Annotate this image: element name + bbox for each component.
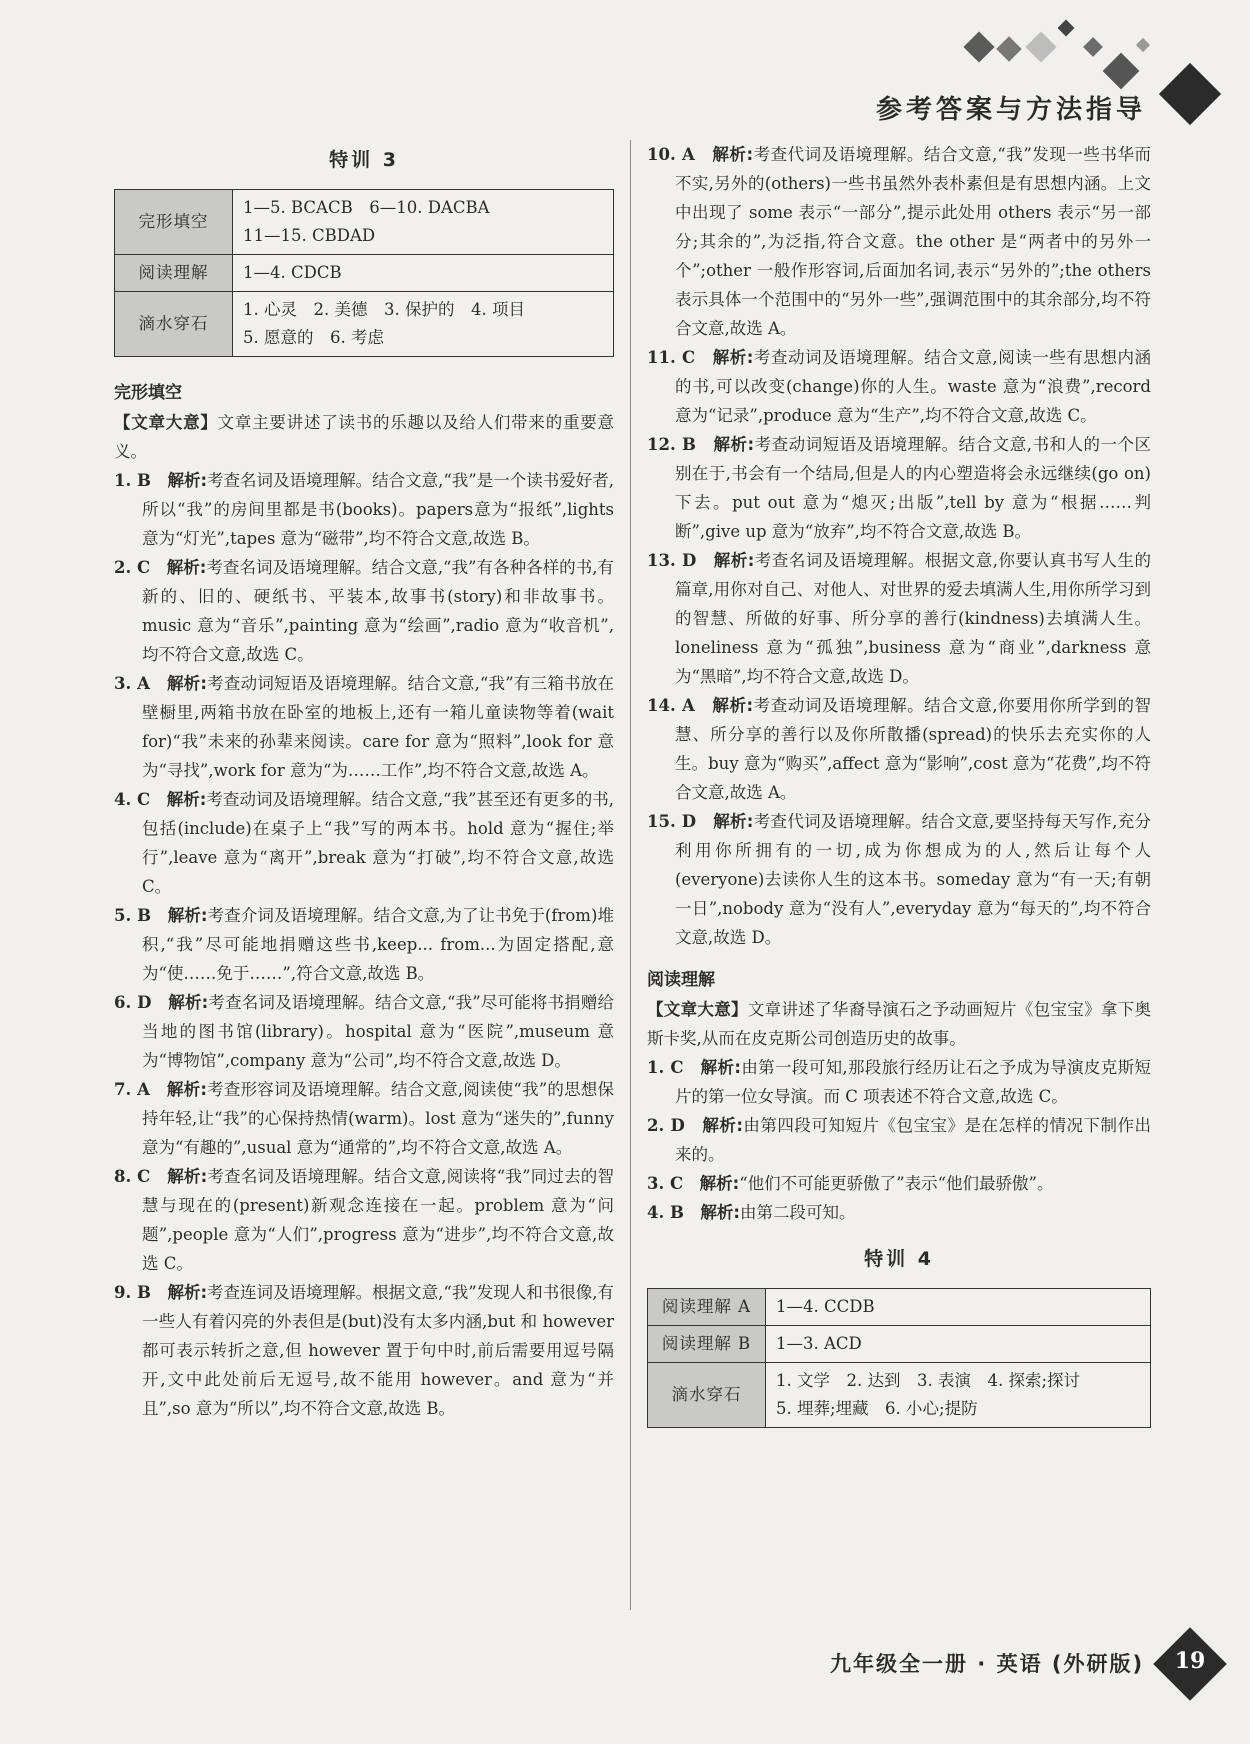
cloze-heading: 完形填空 xyxy=(114,383,182,403)
list-item xyxy=(647,140,1151,343)
summary-text: 文章主要讲述了读书的乐趣以及给人们带来的重要意义。 xyxy=(114,413,615,461)
list-item xyxy=(647,807,1151,952)
table-line: 1—4. CDCB xyxy=(243,263,342,282)
table-value xyxy=(233,190,614,255)
table-label: 阅读理解 xyxy=(115,255,233,292)
item-number: 2. C xyxy=(114,558,151,577)
list-item xyxy=(647,343,1151,430)
section-title: 特训 3 xyxy=(329,149,399,171)
table-line: 1—4. CCDB xyxy=(776,1297,875,1316)
list-item xyxy=(647,546,1151,691)
item-number: 7. A xyxy=(114,1080,150,1099)
table-line: 1. 文学 2. 达到 3. 表演 4. 探索;探讨 xyxy=(776,1371,1081,1390)
table-row xyxy=(648,1289,1151,1326)
item-keyword: 解析: xyxy=(712,348,754,367)
table-label: 完形填空 xyxy=(115,190,233,255)
item-text: 考查介词及语境理解。结合文意,为了让书免于(from)堆积,“我”尽可能地捐赠这些书,keep... from...为固定搭配,意为“使……免于……”,符合文意,故选 B。 xyxy=(142,906,614,983)
list-item xyxy=(647,691,1151,807)
list-item xyxy=(647,1169,1151,1198)
item-keyword: 解析: xyxy=(712,696,754,715)
table-line: 11—15. CBDAD xyxy=(243,226,376,245)
item-keyword: 解析: xyxy=(167,906,208,925)
answer-table xyxy=(647,1288,1151,1428)
table-label: 阅读理解 A xyxy=(648,1289,766,1326)
item-text: 由第一段可知,那段旅行经历让石之予成为导演皮克斯短片的第一位女导演。而 C 项表述不符合文意,故选 C。 xyxy=(675,1058,1151,1106)
table-line: 1—3. ACD xyxy=(776,1334,862,1353)
item-text: 考查动词及语境理解。结合文意,你要用你所学到的智慧、所分享的善行以及你所散播(spread)的快乐去充实你的人生。buy 意为“购买”,affect 意为“影响”,cost 意为“花费”,均不符合文意,故选 A。 xyxy=(675,696,1152,802)
table-value xyxy=(233,292,614,357)
footer-text: 九年级全一册 · 英语 (外研版) xyxy=(830,1652,1145,1676)
item-number: 12. B xyxy=(647,435,696,454)
column-divider xyxy=(630,140,631,1610)
summary-tag: 【文章大意】 xyxy=(114,413,218,432)
item-text: 考查连词及语境理解。根据文意,“我”发现人和书很像,有一些人有着闪亮的外表但是(but)没有太多内涵,but 和 however 都可表示转折之意,但 however 置于句中时,前后需要用逗号隔开,文中此处前后无逗号,故不能用 however。and 意为“并且”,so 意为“所以”,均不符合文意,故选 B。 xyxy=(142,1283,614,1418)
item-keyword: 解析: xyxy=(699,1174,740,1193)
left-column xyxy=(114,140,614,1423)
table-line: 5. 埋葬;埋藏 6. 小心;提防 xyxy=(776,1399,978,1418)
item-keyword: 解析: xyxy=(713,812,754,831)
table-row xyxy=(115,292,614,357)
table-line: 1. 心灵 2. 美德 3. 保护的 4. 项目 xyxy=(243,300,525,319)
item-text: 考查名词及语境理解。结合文意,“我”是一个读书爱好者,所以“我”的房间里都是书(books)。papers意为“报纸”,lights 意为“灯光”,tapes 意为“磁带”,均不符合文意,故选 B。 xyxy=(142,471,614,548)
summary-tag: 【文章大意】 xyxy=(647,1000,748,1019)
item-number: 4. B xyxy=(647,1203,684,1222)
item-text: 考查动词及语境理解。结合文意,“我”甚至还有更多的书,包括(include)在桌子上“我”写的两本书。hold 意为“握住;举行”,leave 意为“离开”,break 意为“打破”,均不符合文意,故选 C。 xyxy=(142,790,614,896)
diamond-icon xyxy=(1083,37,1103,57)
table-label: 阅读理解 B xyxy=(648,1326,766,1363)
item-text: 考查名词及语境理解。根据文意,你要认真书写人生的篇章,用你对自己、对他人、对世界的爱去填满人生,用你所学习到的智慧、所做的好事、所分享的善行(kindness)去填满人生。loneliness 意为“孤独”,business 意为“商业”,darkness 意为“黑暗”,均不符合文意,故选 D。 xyxy=(675,551,1152,686)
right-column xyxy=(647,140,1151,1450)
table-line: 5. 愿意的 6. 考虑 xyxy=(243,328,384,347)
item-number: 3. C xyxy=(647,1174,684,1193)
table-value xyxy=(766,1289,1151,1326)
list-item xyxy=(114,1075,614,1162)
table-value xyxy=(766,1326,1151,1363)
item-number: 3. A xyxy=(114,674,150,693)
item-number: 1. B xyxy=(114,471,151,490)
diamond-icon xyxy=(1159,63,1221,125)
item-keyword: 解析: xyxy=(702,1116,743,1135)
item-text: 考查代词及语境理解。结合文意,要坚持每天写作,充分利用你所拥有的一切,成为你想成为的人,然后让每个人(everyone)去读你人生的这本书。someday 意为“有一天;有朝一日”,nobody 意为“没有人”,everyday 意为“每天的”,均不符合文意,故选 D。 xyxy=(675,812,1152,947)
section-title: 特训 4 xyxy=(864,1248,934,1270)
item-number: 11. C xyxy=(647,348,696,367)
item-number: 9. B xyxy=(114,1283,151,1302)
summary xyxy=(647,995,1151,1053)
item-text: 考查代词及语境理解。结合文意,“我”发现一些书华而不实,另外的(others)一些书虽然外表朴素但是有思想内涵。上文中出现了 some 表示“一部分”,提示此处用 others 表示“另一部分;其余的”,为泛指,符合文意。the other 是“两者中的另外一个”;other 一般作形容词,后面加名词,表示“另外的”;the others 表示具体一个范围中的“另外一些”,强调范围中的其余部分,均不符合文意,故选 A。 xyxy=(675,145,1151,338)
list-item xyxy=(114,1162,614,1278)
item-number: 8. C xyxy=(114,1167,151,1186)
list-item xyxy=(114,1278,614,1423)
list-item xyxy=(647,1198,1151,1227)
table-label: 滴水穿石 xyxy=(115,292,233,357)
list-item xyxy=(647,430,1151,546)
item-keyword: 解析: xyxy=(167,1167,208,1186)
list-item xyxy=(114,669,614,785)
table-line: 1—5. BCACB 6—10. DACBA xyxy=(243,198,490,217)
item-keyword: 解析: xyxy=(713,551,755,570)
list-item xyxy=(647,1053,1151,1111)
item-number: 15. D xyxy=(647,812,697,831)
item-number: 1. C xyxy=(647,1058,684,1077)
item-text: 考查名词及语境理解。结合文意,“我”有各种各样的书,有新的、旧的、硬纸书、平装本,故事书(story)和非故事书。music 意为“音乐”,painting 意为“绘画”,radio 意为“收音机”,均不符合文意,故选 C。 xyxy=(142,558,614,664)
table-value xyxy=(233,255,614,292)
item-number: 10. A xyxy=(647,145,695,164)
item-keyword: 解析: xyxy=(166,790,207,809)
table-value xyxy=(766,1363,1151,1428)
diamond-icon xyxy=(1058,20,1075,37)
item-text: 考查动词及语境理解。结合文意,阅读一些有思想内涵的书,可以改变(change)你的人生。waste 意为“浪费”,record 意为“记录”,produce 意为“生产”,均不符合文意,故选 C。 xyxy=(675,348,1151,425)
item-keyword: 解析: xyxy=(166,558,207,577)
item-keyword: 解析: xyxy=(166,1080,207,1099)
item-text: 考查动词短语及语境理解。结合文意,“我”有三箱书放在壁橱里,两箱书放在卧室的地板上,还有一箱儿童读物等着(wait for)“我”未来的孙辈来阅读。care for 意为“照料”,look for 意为“寻找”,work for 意为“为……工作”,均不符合文意,故选 A。 xyxy=(142,674,614,780)
item-keyword: 解析: xyxy=(712,145,754,164)
item-text: 由第四段可知短片《包宝宝》是在怎样的情况下制作出来的。 xyxy=(675,1116,1152,1164)
item-keyword: 解析: xyxy=(167,471,208,490)
diamond-icon xyxy=(1103,53,1140,90)
item-keyword: 解析: xyxy=(700,1203,741,1222)
item-keyword: 解析: xyxy=(168,993,209,1012)
item-number: 13. D xyxy=(647,551,697,570)
summary-text: 文章讲述了华裔导演石之予动画短片《包宝宝》拿下奥斯卡奖,从而在皮克斯公司创造历史的故事。 xyxy=(647,1000,1152,1048)
header-title: 参考答案与方法指导 xyxy=(876,95,1147,125)
item-text: “他们不可能更骄傲了”表示“他们最骄傲”。 xyxy=(739,1174,1054,1193)
summary xyxy=(114,408,614,466)
list-item xyxy=(114,901,614,988)
item-number: 2. D xyxy=(647,1116,685,1135)
table-row xyxy=(648,1326,1151,1363)
item-number: 4. C xyxy=(114,790,151,809)
diamond-icon xyxy=(1025,31,1056,62)
item-number: 5. B xyxy=(114,906,152,925)
table-label: 滴水穿石 xyxy=(648,1363,766,1428)
item-text: 考查名词及语境理解。结合文意,“我”尽可能将书捐赠给当地的图书馆(library)。hospital 意为“医院”,museum 意为“博物馆”,company 意为“公司”,均不符合文意,故选 D。 xyxy=(142,993,615,1070)
item-text: 由第二段可知。 xyxy=(740,1203,856,1222)
item-text: 考查动词短语及语境理解。结合文意,书和人的一个区别在于,书会有一个结局,但是人的内心塑造将会永远继续(go on)下去。put out 意为“熄灭;出版”,tell by 意为“根据……判断”,give up 意为“放弃”,均不符合文意,故选 B。 xyxy=(675,435,1152,541)
diamond-icon xyxy=(1136,38,1150,52)
item-number: 14. A xyxy=(647,696,695,715)
item-keyword: 解析: xyxy=(700,1058,741,1077)
table-row xyxy=(115,255,614,292)
item-keyword: 解析: xyxy=(167,1283,208,1302)
item-text: 考查形容词及语境理解。结合文意,阅读使“我”的思想保持年轻,让“我”的心保持热情(warm)。lost 意为“迷失的”,funny 意为“有趣的”,usual 意为“通常的”,均不符合文意,故选 A。 xyxy=(142,1080,614,1157)
item-number: 6. D xyxy=(114,993,152,1012)
table-row xyxy=(648,1363,1151,1428)
item-keyword: 解析: xyxy=(713,435,755,454)
item-keyword: 解析: xyxy=(166,674,207,693)
reading-heading: 阅读理解 xyxy=(647,970,715,990)
page-number: 19 xyxy=(1174,1648,1206,1674)
list-item xyxy=(114,988,614,1075)
list-item xyxy=(114,553,614,669)
list-item xyxy=(114,466,614,553)
list-item xyxy=(114,785,614,901)
table-row xyxy=(115,190,614,255)
diamond-icon xyxy=(996,36,1021,61)
diamond-icon xyxy=(963,31,994,62)
answer-table xyxy=(114,189,614,357)
list-item xyxy=(647,1111,1151,1169)
item-text: 考查名词及语境理解。结合文意,阅读将“我”同过去的智慧与现在的(present)新观念连接在一起。problem 意为“问题”,people 意为“人们”,progress 意为“进步”,均不符合文意,故选 C。 xyxy=(142,1167,614,1273)
